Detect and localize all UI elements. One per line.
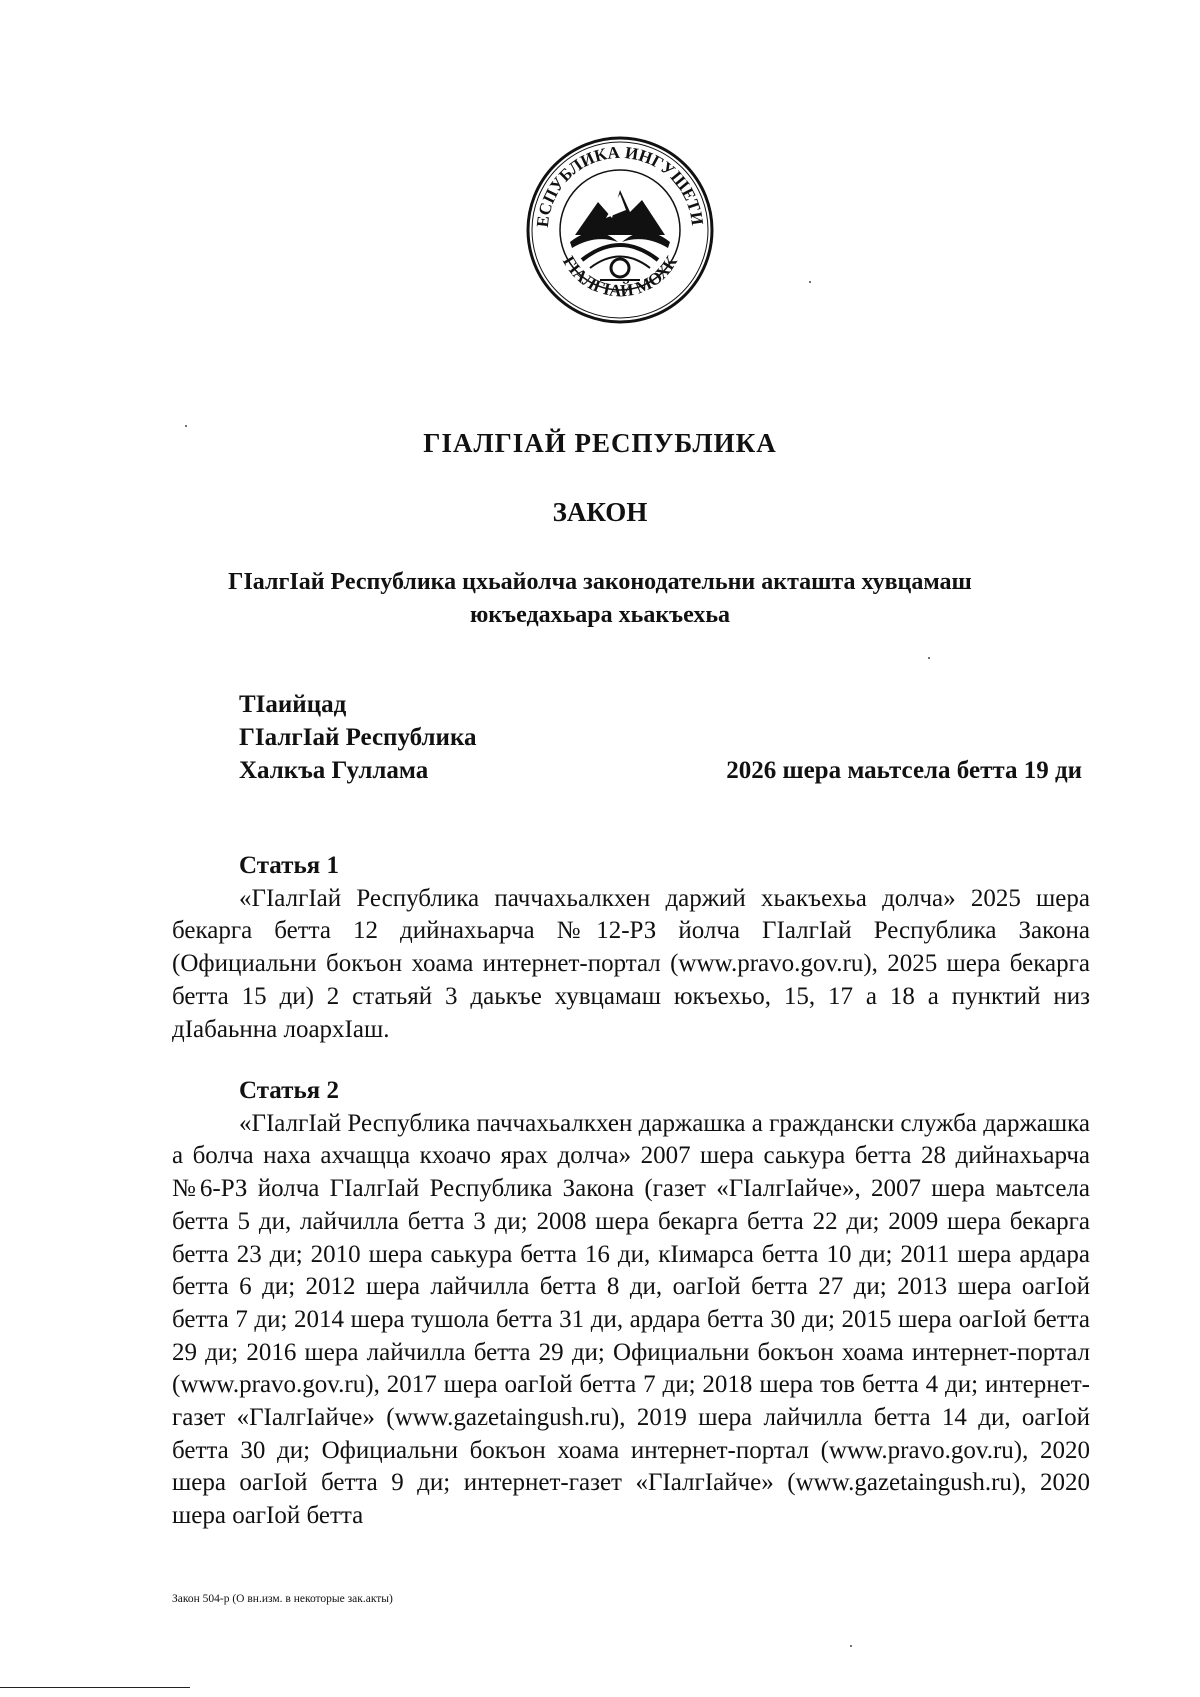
coat-of-arms-emblem (520, 130, 720, 330)
footer-note: Закон 504-р (О вн.изм. в некоторые зак.акты) (172, 1593, 393, 1605)
law-title-line-2: юкъедахьара хьакъехьа (469, 602, 731, 628)
scan-dot (928, 657, 930, 659)
article-2 (172, 1075, 1090, 1533)
scan-dot (185, 425, 187, 427)
adoption-date: 2026 шера маьтсела бетта 19 ди (726, 757, 1082, 784)
adoption-block (239, 688, 476, 787)
scan-line-artifact (0, 1687, 190, 1688)
svg-text:РЕСПУБЛИКА ИНГУШЕТИЯ: ЕСПУБЛИКА ИНГУШЕТИ (532, 142, 708, 229)
article-body: «ГIалгIай Республика паччахьалкхен даржашка а граждански служба даржашка а болча наха ахчащца кхоачо ярах долча» 2007 шера саькура бетта 28 дийнахьарча №6-РЗ йолча ГIалгIай Республика Закона (газет «ГIалгIайче», 2007 шера маьтсела бетта 5 ди, лайчилла бетта 3 ди; 2008 шера бекарга бетта 22 ди; 2009 шера бекарга бетта 23 ди; 2010 шера саькура бетта 16 ди, кIимарса бетта 10 ди; 2011 шера ардара бетта 6 ди; 2012 шера лайчилла бетта 8 ди, оагIой бетта 27 ди; 2013 шера оагIой бетта 7 ди; 2014 шера тушола бетта 31 ди, ардара бетта 30 ди; 2015 шера оагIой бетта 29 ди; 2016 шера лайчилла бетта 29 ди; Официальни бокъон хоама интернет-портал (www.pravo.gov.ru), 2017 шера оагIой бетта 7 ди; 2018 шера тов бетта 4 ди; интернет-газет «ГIалгIайче» (www.gazetaingush.ru), 2019 шера лайчилла бетта 14 ди, оагIой бетта 30 ди; Официальни бокъон хоама интернет-портал (www.pravo.gov.ru), 2020 шера оагIой бетта 9 ди; интернет-газет «ГIалгIайче» (www.gazetaingush.ru), 2020 шера оагIой бетта (172, 1109, 1090, 1530)
ingushetia-seal-icon (520, 130, 720, 330)
article-heading: Статья 1 (239, 852, 339, 879)
adoption-line-2: ГIалгIай Республика (239, 724, 477, 751)
scan-dot (850, 1645, 852, 1647)
svg-text:ГIАЛГIАЙ МОХК: ГIАЛГIАЙ МОХК (558, 252, 682, 301)
law-title (0, 566, 1200, 632)
adoption-line-3: Халкъа Гуллама (239, 757, 429, 784)
article-heading: Статья 2 (239, 1077, 339, 1104)
document-type: ЗАКОН (552, 497, 648, 527)
article-body: «ГIалгIай Республика паччахьалкхен даржий хьакъехьа долча» 2025 шера бекарга бетта 12 дийнахьарча №12-РЗ йолча ГIалгIай Республика Закона (Официальни бокъон хоама интернет-портал (www.pravo.gov.ru), 2025 шера бекарга бетта 15 ди) 2 статьяй 3 даькъе хувцамаш юкъехьо, 15, 17 а 18 а пунктий низ дIабаьнна лоархIаш. (172, 884, 1090, 1043)
article-1 (172, 850, 1090, 1046)
republic-name: ГIАЛГIАЙ РЕСПУБЛИКА (423, 428, 777, 458)
scan-dot (809, 281, 811, 283)
adoption-line-1: ТIаийцад (239, 691, 347, 718)
law-title-line-1: ГIалгIай Республика цхьайолча законодательни акташта хувцамаш (228, 569, 972, 595)
